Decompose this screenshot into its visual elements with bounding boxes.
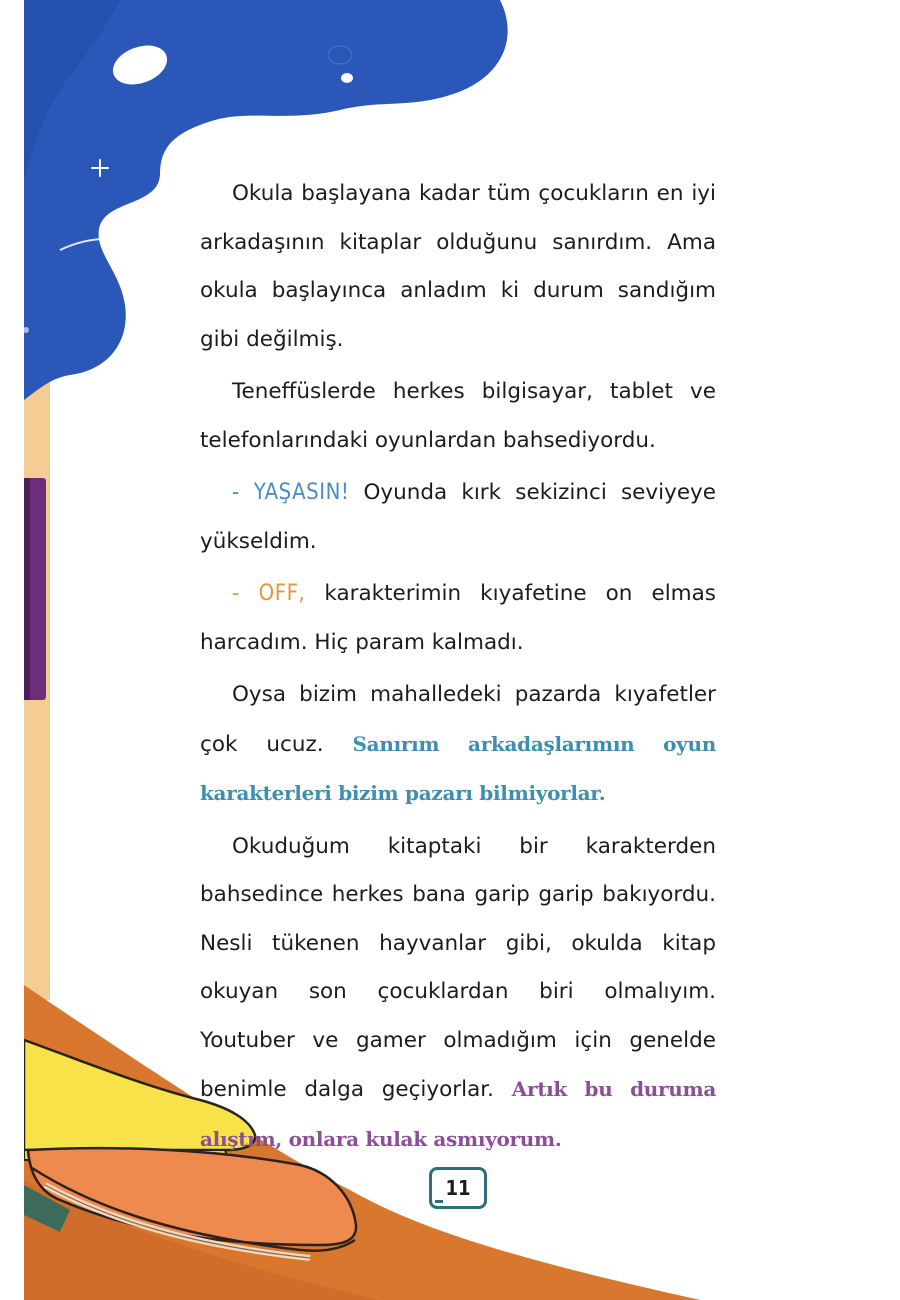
paragraph-5-text: Oysa bizim mahalledeki pazarda kıyafetler çok ucuz. — [200, 682, 716, 757]
page-number — [429, 1167, 487, 1209]
paragraph-3-text: Oyunda kırk sekizinci seviyeye yükseldim. — [200, 480, 716, 554]
paragraph-2: Teneffüslerde herkes bilgisayar, tablet ve telefonlarındaki oyunlardan bahsediyordu. — [200, 379, 716, 453]
exclamation-off: - OFF, — [232, 581, 306, 606]
monitor-stand-icon — [435, 1200, 443, 1203]
exclamation-yasasin: - YAŞASIN! — [232, 480, 350, 505]
paragraph-4 — [200, 570, 716, 667]
paragraph-6 — [200, 823, 716, 1165]
paragraph-3 — [200, 469, 716, 566]
highlight-purple: Artık bu duruma alıştım, onlara kulak asmıyorum. — [200, 1077, 716, 1151]
page-gutter — [0, 0, 24, 1300]
paragraph-1: Okula başlayana kadar tüm çocukların en iyi arkadaşının kitaplar olduğunu sanırdım. Ama okula başlayınca anladım ki durum sandığım gibi değilmiş. — [200, 181, 716, 352]
paragraph-6-text: Okuduğum kitaptaki bir karakterden bahsedince herkes bana garip garip bakıyordu. Nesli tükenen hayvanlar gibi, okulda kitap okuyan son çocuklardan biri olmalıyım. Youtuber ve gamer olmadığım için genelde benimle dalga geçiyorlar. — [200, 833, 716, 1102]
paragraph-5 — [200, 671, 716, 819]
highlight-teal: Sanırım arkadaşlarımın oyun karakterleri bizim pazarı bilmiyorlar. — [200, 731, 716, 805]
paragraph-4-text: karakterimin kıyafetine on elmas harcadım. Hiç param kalmadı. — [200, 581, 717, 655]
body-text — [200, 170, 716, 1164]
page-number-value: 11 — [445, 1176, 471, 1200]
